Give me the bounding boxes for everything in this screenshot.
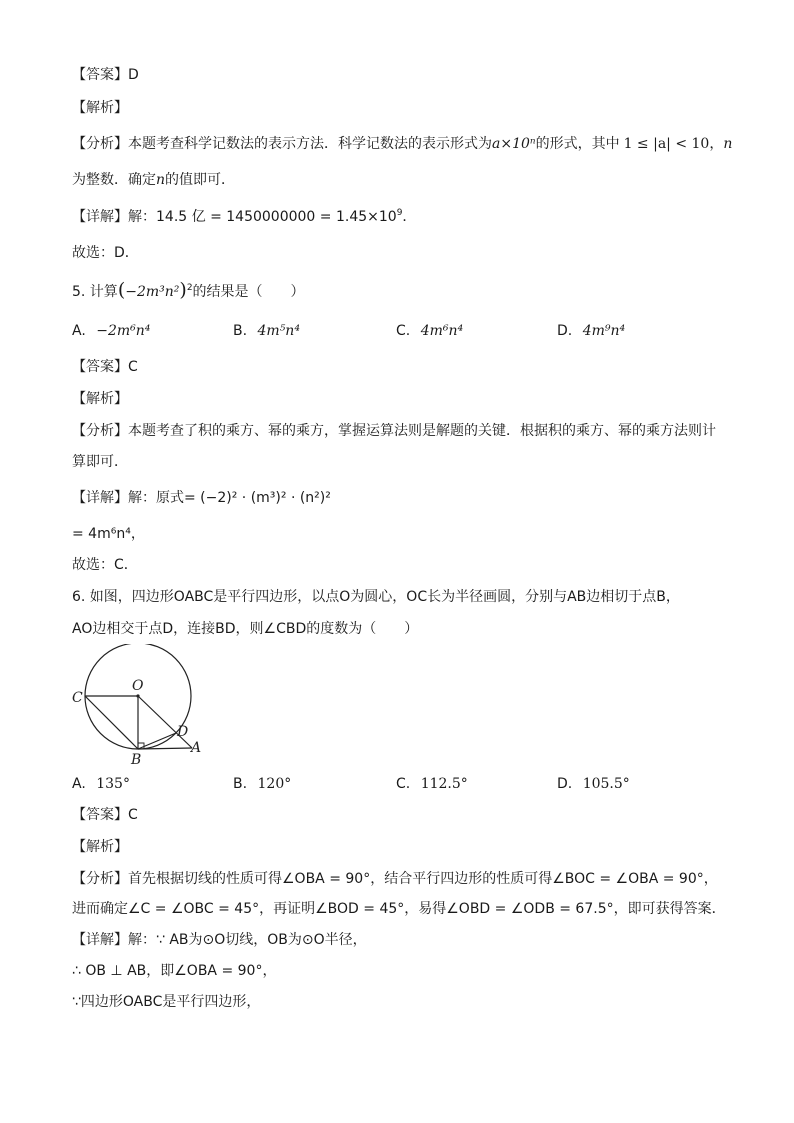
q4-analysis-text: 【分析】本题考查科学记数法的表示方法．科学记数法的表示形式为	[72, 136, 492, 152]
q5-open-paren: (	[117, 279, 126, 301]
q4-jiexi-label: 【解析】	[72, 100, 128, 116]
q6-jiexi-label: 【解析】	[72, 839, 128, 855]
q5-jiexi-label: 【解析】	[72, 391, 128, 407]
q5-stem-text-2: 的结果是（ ）	[192, 284, 305, 300]
label-o: O	[132, 678, 144, 694]
q4-detail	[72, 207, 416, 227]
q4-inequality: 1 ≤ |a| < 10	[623, 136, 710, 152]
q6-option-b-value: 120°	[257, 776, 292, 792]
q6-option-c	[396, 774, 468, 794]
q6-detail-line2: ∴ OB ⊥ AB，即∠OBA = 90°，	[72, 963, 277, 979]
q6-option-a	[72, 774, 130, 794]
q6-stem-line2: AO边相交于点D，连接BD，则∠CBD的度数为（ ）	[72, 621, 419, 637]
label-a: A	[191, 740, 202, 756]
q4-comma: ，	[709, 136, 724, 152]
q5-option-b	[233, 321, 300, 341]
q4-analysis-text-2: 的形式，其中	[535, 136, 620, 152]
q5-option-d-value: 4m⁹n⁴	[582, 323, 626, 339]
q6-analysis-line2: 进而确定∠C = ∠OBC = 45°，再证明∠BOD = 45°，易得∠OBD = ∠ODB = 67.5°，即可获得答案．	[72, 901, 726, 917]
q6-option-c-value: 112.5°	[420, 776, 468, 792]
q5-close-paren: )	[179, 279, 187, 301]
q4-selection: 故选：D．	[72, 245, 139, 261]
q4-analysis-text-3: 为整数．确定	[72, 172, 156, 188]
q4-analysis-text-4: 的值即可．	[165, 172, 236, 188]
q4-detail-exp: 9	[396, 208, 403, 218]
q5-option-c-label: C.	[396, 323, 411, 339]
q6-option-d-value: 105.5°	[582, 776, 630, 792]
q5-option-b-value: 4m⁵n⁴	[257, 323, 300, 339]
q6-analysis-line1: 【分析】首先根据切线的性质可得∠OBA = 90°，结合平行四边形的性质可得∠BOC = ∠OBA = 90°，	[72, 871, 718, 887]
q6-option-d	[557, 774, 630, 794]
q6-option-b	[233, 774, 291, 794]
q4-detail-end: ．	[402, 209, 417, 225]
q6-answer: 【答案】C	[72, 807, 138, 823]
q4-analysis-line2	[72, 170, 235, 190]
q5-expression: −2m³n²	[125, 284, 180, 300]
q6-detail-line3: ∵四边形OABC是平行四边形，	[72, 994, 261, 1010]
q5-stem	[72, 280, 305, 302]
q5-option-a	[72, 321, 150, 341]
q5-stem-text: 5. 计算	[72, 284, 118, 300]
q5-detail-result: = 4m⁶n⁴，	[72, 526, 145, 542]
q5-option-a-value: −2m⁶n⁴	[96, 323, 151, 339]
segment-cb	[85, 696, 138, 749]
label-b: B	[131, 752, 142, 766]
q5-answer: 【答案】C	[72, 359, 138, 375]
q5-detail: 【详解】解：原式= (−2)² · (m³)² · (n²)²	[72, 490, 331, 506]
q5-analysis-line2: 算即可．	[72, 454, 128, 470]
label-d: D	[177, 724, 189, 740]
q5-option-d-label: D.	[557, 323, 573, 339]
q5-option-d	[557, 321, 625, 341]
q4-detail-text: 【详解】解：14.5 亿 = 1450000000 = 1.45×10	[72, 209, 397, 225]
label-c: C	[72, 690, 83, 706]
q6-geometry-figure	[68, 644, 208, 766]
q4-sci-notation: a×10ⁿ	[492, 136, 536, 152]
q6-option-a-value: 135°	[96, 776, 130, 792]
q6-option-a-label: A.	[72, 776, 86, 792]
q6-option-c-label: C.	[396, 776, 411, 792]
q5-selection: 故选：C．	[72, 557, 138, 573]
q4-n-var-2: n	[156, 172, 166, 188]
q4-n-var: n	[723, 136, 733, 152]
q4-analysis-line1	[72, 134, 732, 154]
q6-stem-line1: 6. 如图，四边形OABC是平行四边形，以点O为圆心，OC长为半径画圆，分别与AB边相切于点B，	[72, 589, 680, 605]
q5-analysis-line1: 【分析】本题考查了积的乘方、幂的乘方，掌握运算法则是解题的关键．根据积的乘方、幂的乘方法则计	[72, 423, 716, 439]
q5-option-c-value: 4m⁶n⁴	[420, 323, 464, 339]
q5-outer-exp: 2	[186, 283, 193, 293]
q6-detail-line1: 【详解】解：∵ AB为⊙O切线，OB为⊙O半径，	[72, 932, 367, 948]
q6-option-d-label: D.	[557, 776, 573, 792]
center-point	[136, 694, 139, 697]
q6-option-b-label: B.	[233, 776, 248, 792]
q5-option-a-label: A.	[72, 323, 86, 339]
q4-answer: 【答案】D	[72, 67, 139, 83]
q5-option-c	[396, 321, 463, 341]
q5-option-b-label: B.	[233, 323, 248, 339]
